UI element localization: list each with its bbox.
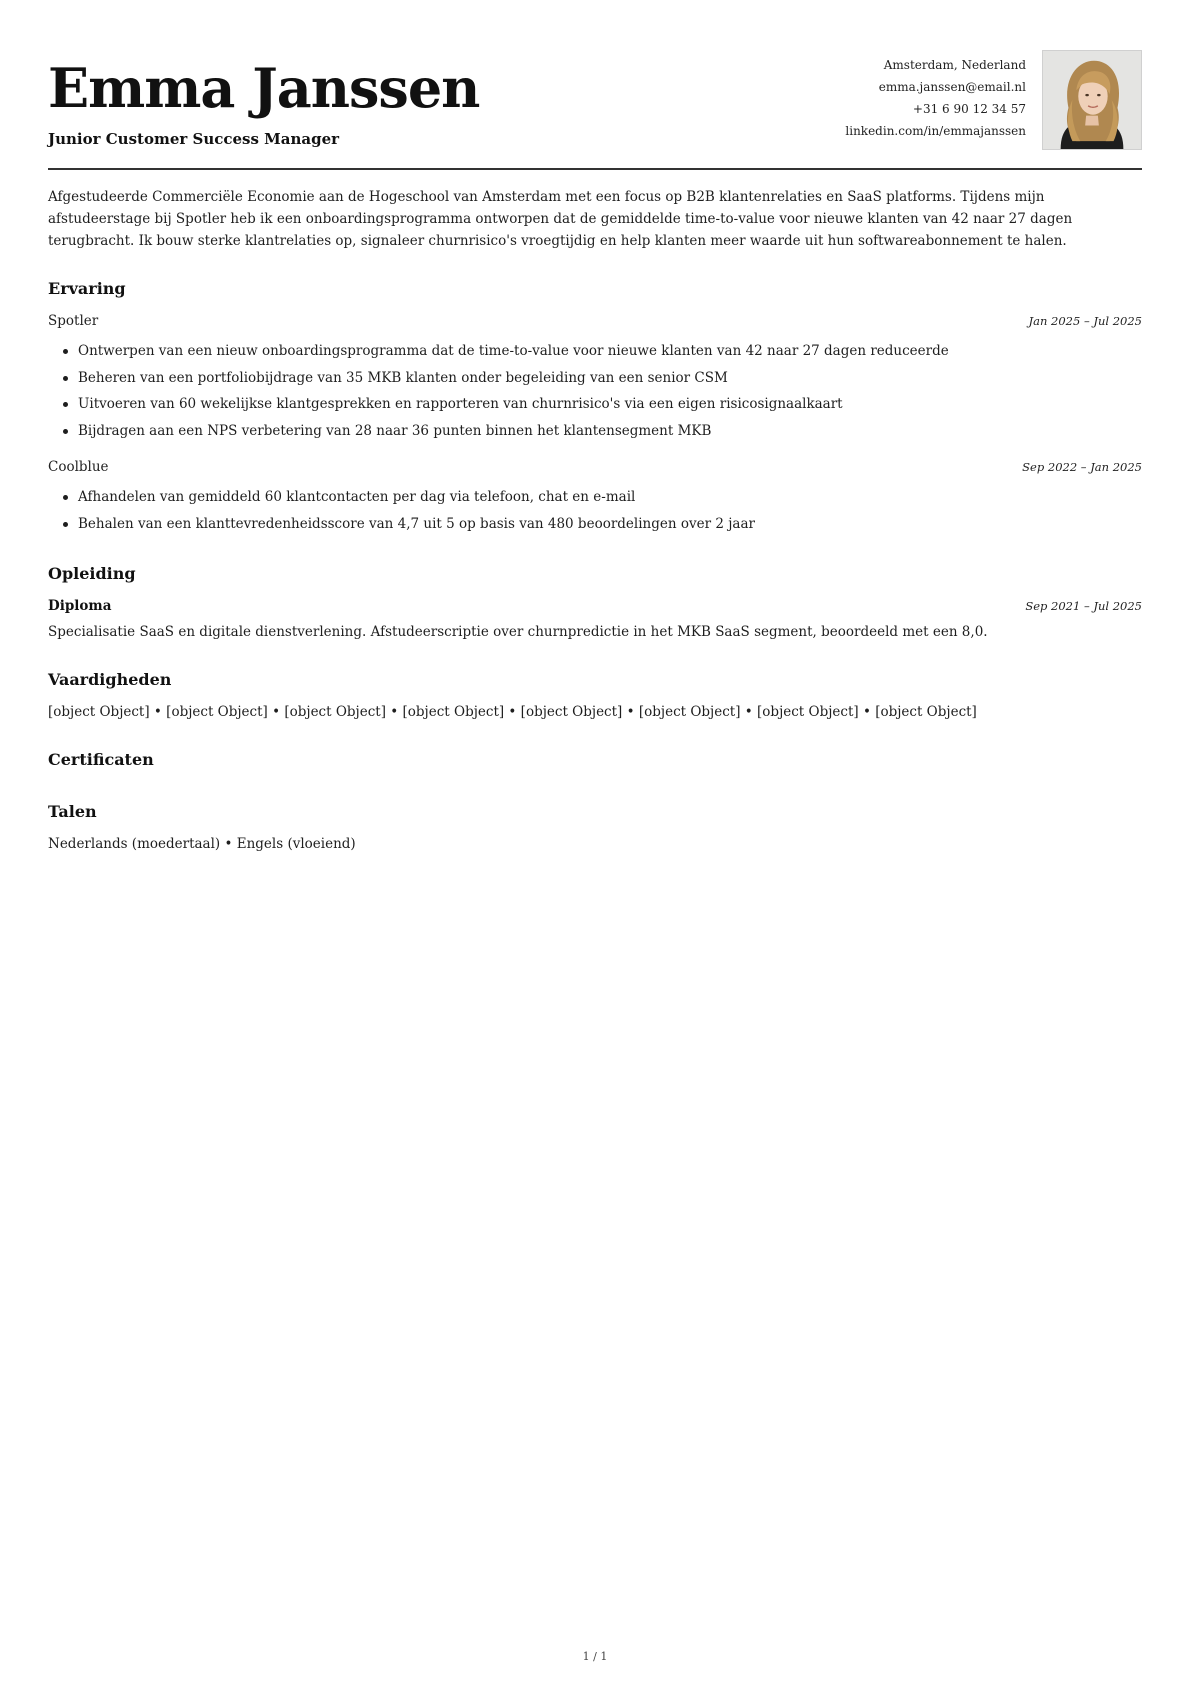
date-range: Sep 2022 – Jan 2025 <box>1022 460 1142 474</box>
achievement-item: Afhandelen van gemiddeld 60 klantcontacten per dag via telefoon, chat en e-mail <box>78 484 1142 511</box>
degree-name: Diploma <box>48 598 112 614</box>
experience-entry-header <box>48 310 1142 332</box>
education-entry-header <box>48 595 1142 617</box>
candidate-title: Junior Customer Success Manager <box>48 130 340 148</box>
achievement-item: Bijdragen aan een NPS verbetering van 28 naar 36 punten binnen het klantensegment MKB <box>78 418 1142 445</box>
achievement-item: Beheren van een portfoliobijdrage van 35 MKB klanten onder begeleiding van een senior CSM <box>78 365 1142 392</box>
contact-phone: +31 6 90 12 34 57 <box>912 102 1026 116</box>
contact-linkedin[interactable]: linkedin.com/in/emmajanssen <box>845 124 1026 138</box>
profile-summary: Afgestudeerde Commerciële Economie aan de Hogeschool van Amsterdam met een focus op B2B klantenrelaties en SaaS platforms. Tijdens mijn afstudeerstage bij Spotler heb ik een onboardingsprogramma ontworpen dat de gemiddelde time-to-value voor nieuwe klanten van 42 naar 27 dagen terugbracht. Ik bouw sterke klantrelaties op, signaleer churnrisico's vroegtijdig en help klanten meer waarde uit hun softwareabonnement te halen. <box>48 189 1073 249</box>
achievement-list <box>48 484 1142 537</box>
contact-location: Amsterdam, Nederland <box>883 58 1026 72</box>
date-range: Sep 2021 – Jul 2025 <box>1025 599 1142 613</box>
header-divider <box>48 168 1142 170</box>
languages-section <box>48 801 1142 855</box>
experience-entry <box>48 456 1142 537</box>
education-section <box>48 563 1142 643</box>
section-title-skills: Vaardigheden <box>48 670 172 689</box>
date-range: Jan 2025 – Jul 2025 <box>1028 314 1142 328</box>
experience-entry <box>48 310 1142 444</box>
contact-block <box>845 54 1026 142</box>
resume-page <box>48 0 1142 1683</box>
skills-list: [object Object] • [object Object] • [object Object] • [object Object] • [object Object] • [object Object] • [object Object] • [object Object] <box>48 704 977 720</box>
candidate-name: Emma Janssen <box>48 56 480 120</box>
education-description: Specialisatie SaaS en digitale dienstverlening. Afstudeerscriptie over churnpredictie in het MKB SaaS segment, beoordeeld met een 8,0. <box>48 624 988 640</box>
experience-section <box>48 278 1142 537</box>
skills-section <box>48 669 1142 723</box>
experience-entry-header <box>48 456 1142 478</box>
contact-email[interactable]: emma.janssen@email.nl <box>878 80 1026 94</box>
profile-photo-image <box>1043 51 1141 149</box>
profile-photo <box>1042 50 1142 150</box>
achievement-item: Behalen van een klanttevredenheidsscore van 4,7 uit 5 op basis van 480 beoordelingen over 2 jaar <box>78 511 1142 538</box>
company-name: Coolblue <box>48 459 109 475</box>
section-title-certificates: Certificaten <box>48 750 154 769</box>
section-title-languages: Talen <box>48 802 97 821</box>
languages-list: Nederlands (moedertaal) • Engels (vloeiend) <box>48 836 356 852</box>
achievement-list <box>48 338 1142 444</box>
page-number: 1 / 1 <box>582 1650 608 1663</box>
section-title-experience: Ervaring <box>48 279 126 298</box>
resume-header <box>48 0 1142 172</box>
achievement-item: Ontwerpen van een nieuw onboardingsprogramma dat de time-to-value voor nieuwe klanten van 42 naar 27 dagen reduceerde <box>78 338 1142 365</box>
section-title-education: Opleiding <box>48 564 136 583</box>
achievement-item: Uitvoeren van 60 wekelijkse klantgesprekken en rapporteren van churnrisico's via een eigen risicosignaalkaart <box>78 391 1142 418</box>
company-name: Spotler <box>48 313 99 329</box>
certificates-section <box>48 749 1142 771</box>
